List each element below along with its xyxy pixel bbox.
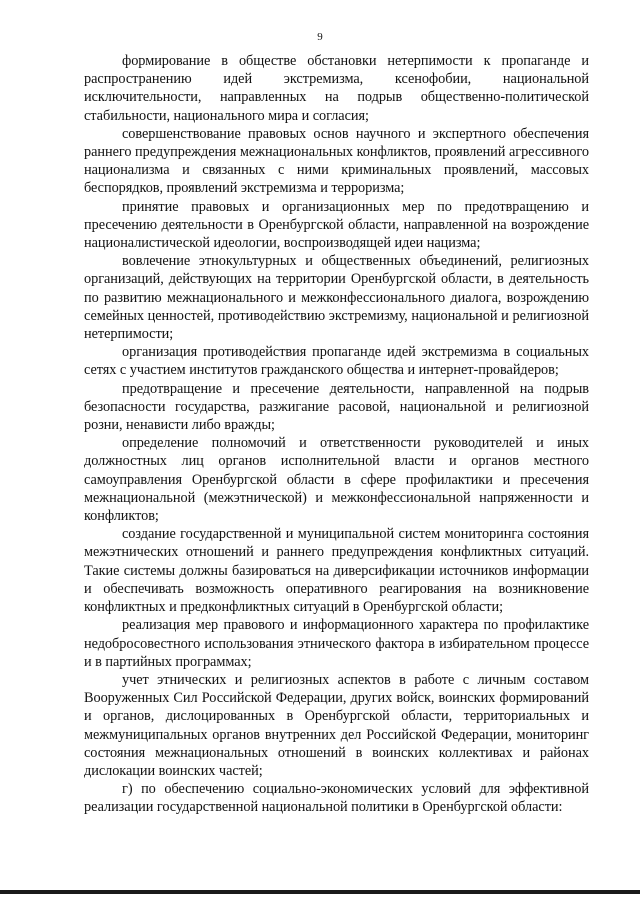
paragraph: определение полномочий и ответственности руководителей и иных должностных лиц органов исполнительной власти и органов местного самоуправления Оренбургской области в сфере профилактики и пресечения межнациональной (межэтнической) и межконфессиональной напряженности и конфликтов; — [84, 435, 589, 525]
page-number: 9 — [317, 31, 323, 43]
paragraph: г) по обеспечению социально-экономических условий для эффективной реализации государственной национальной политики в Оренбургской области: — [84, 781, 589, 816]
paragraph: предотвращение и пресечение деятельности, направленной на подрыв безопасности государства, разжигание расовой, национальной и религиозной розни, ненависти либо вражды; — [84, 380, 589, 434]
paragraph: реализация мер правового и информационного характера по профилактике недобросовестного использования этнического фактора в избирательном процессе и в партийных программах; — [84, 617, 589, 670]
paragraph: создание государственной и муниципальной систем мониторинга состояния межэтнических отношений и раннего предупреждения конфликтных ситуаций. Такие системы должны базироваться на диверсификации источников информации и обеспечивать возможность оперативного реагирования на возникновение конфликтных и предконфликтных ситуаций в Оренбургской области; — [84, 526, 589, 616]
scan-edge-divider — [0, 890, 640, 894]
paragraph: вовлечение этнокультурных и общественных объединений, религиозных организаций, действующих на территории Оренбургской области, в деятельность по развитию межнационального и межконфессионального диалога, возрождению семейных ценностей, противодействию экстремизму, национальной и религиозной нетерпимости; — [84, 253, 589, 343]
paragraph: формирование в обществе обстановки нетерпимости к пропаганде и распространению идей экстремизма, ксенофобии, национальной исключительности, направленных на подрыв общественно-политической стабильности, национального мира и согласия; — [84, 53, 589, 124]
document-body — [84, 52, 589, 817]
paragraph: организация противодействия пропаганде идей экстремизма в социальных сетях с участием институтов гражданского общества и интернет-провайдеров; — [84, 344, 589, 379]
paragraph: принятие правовых и организационных мер по предотвращению и пресечению деятельности в Оренбургской области, направленной на возрождение националистической идеологии, воспроизводящей идеи нацизма; — [84, 198, 589, 252]
paragraph: совершенствование правовых основ научного и экспертного обеспечения раннего предупреждения межнациональных конфликтов, проявлений агрессивного национализма и связанных с ними криминальных проявлений, массовых беспорядков, проявлений экстремизма и терроризма; — [84, 125, 589, 197]
paragraph: учет этнических и религиозных аспектов в работе с личным составом Вооруженных Сил Российской Федерации, других войск, воинских формирований и органов, дислоцированных в Оренбургской области, территориальных и межмуниципальных органов внутренних дел Российской Федерации, мониторинг состояния межнациональных отношений в воинских коллективах и районах дислокации воинских частей; — [84, 671, 589, 779]
